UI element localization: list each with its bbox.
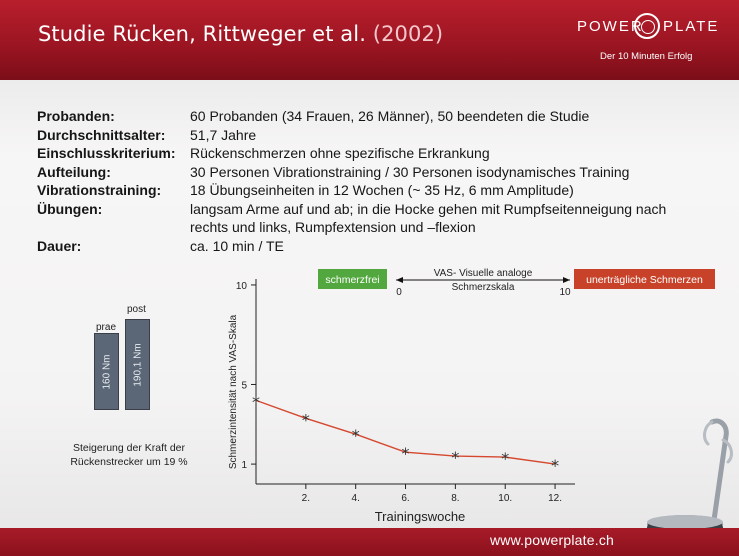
y-tick-label: 5 xyxy=(241,380,247,392)
fact-value: 51,7 Jahre xyxy=(190,126,257,143)
fact-value: 30 Personen Vibrationstraining / 30 Personen isodynamisches Training xyxy=(190,163,630,180)
data-point-marker: * xyxy=(301,410,310,430)
data-point-marker: * xyxy=(551,456,560,476)
scale-arrow-right-icon xyxy=(563,277,570,283)
fact-label: Einschlusskriterium: xyxy=(37,145,176,161)
fact-value: 60 Probanden (34 Frauen, 26 Männer), 50 beendeten die Studie xyxy=(190,108,590,124)
data-point-marker: * xyxy=(351,426,360,446)
x-tick-label: 12. xyxy=(548,493,563,504)
fact-label: Probanden: xyxy=(37,108,115,124)
x-tick-label: 6. xyxy=(401,493,410,504)
x-tick-label: 2. xyxy=(301,493,311,504)
footer-banner xyxy=(0,528,739,556)
scale-label-line2: Schmerzskala xyxy=(451,282,515,293)
fact-label: Vibrationstraining: xyxy=(37,182,162,198)
logo-word-power: POWER xyxy=(577,18,644,35)
fact-label: Aufteilung: xyxy=(37,163,111,180)
data-point-marker: * xyxy=(501,449,510,469)
x-tick-label: 4. xyxy=(351,493,360,504)
fact-label: Dauer: xyxy=(37,237,82,254)
fact-value: langsam Arme auf und ab; in die Hocke gehen mit Rumpfseitenneigung nach rechts und links, Rumpfextension und –flexion xyxy=(190,200,667,235)
logo-word-plate: PLATE xyxy=(663,18,720,35)
strength-bar-prae-value: 160 Nm xyxy=(101,354,112,390)
fact-label: Durchschnittsalter: xyxy=(37,126,166,143)
strength-caption: Steigerung der Kraft der Rückenstrecker um 19 % xyxy=(70,442,188,468)
y-axis-title: Schmerzintensität nach VAS-Skala xyxy=(228,314,239,470)
legend-good-label: schmerzfrei xyxy=(325,274,380,286)
legend-bad-label: unerträgliche Schmerzen xyxy=(586,274,703,286)
data-point-marker: * xyxy=(401,444,410,464)
data-point-marker: * xyxy=(451,448,460,468)
scale-min-label: 0 xyxy=(396,287,402,298)
slide-title-year: (2002) xyxy=(372,22,444,46)
data-point-marker: * xyxy=(252,392,260,412)
x-axis-title: Trainingswoche xyxy=(374,509,466,524)
scale-label-line1: VAS- Visuelle analoge xyxy=(433,268,533,279)
slide-title-text: Studie Rücken, Rittweger et al. xyxy=(38,22,366,46)
fact-value: 18 Übungseinheiten in 12 Wochen (~ 35 Hz, 6 mm Amplitude) xyxy=(190,182,574,198)
footer-url: www.powerplate.ch xyxy=(490,532,615,548)
strength-bar-post-value: 190,1 Nm xyxy=(132,342,143,387)
bar-label-prae: prae xyxy=(96,322,117,333)
x-tick-label: 10. xyxy=(498,493,513,504)
scale-max-label: 10 xyxy=(559,287,571,298)
logo-slogan: Der 10 Minuten Erfolg xyxy=(600,51,693,62)
fact-label: Übungen: xyxy=(37,200,103,217)
fact-value: Rückenschmerzen ohne spezifische Erkrankung xyxy=(190,145,490,161)
scale-arrow-left-icon xyxy=(396,277,403,283)
bar-label-post: post xyxy=(127,304,146,315)
y-tick-label: 1 xyxy=(241,460,247,472)
fact-value: ca. 10 min / TE xyxy=(190,237,284,254)
y-tick-label: 10 xyxy=(235,280,247,292)
x-tick-label: 8. xyxy=(451,493,460,504)
